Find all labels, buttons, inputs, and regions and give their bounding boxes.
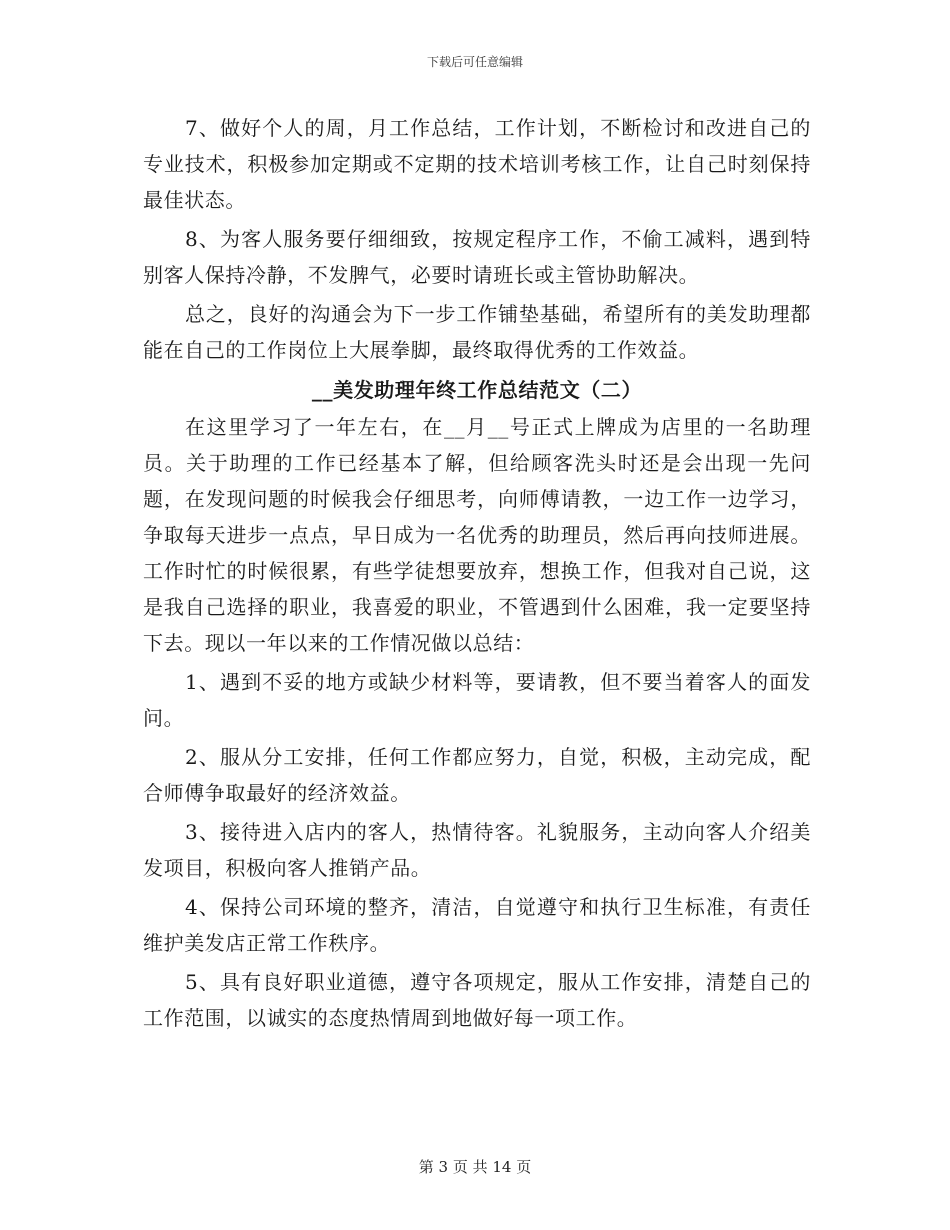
document-body — [143, 110, 811, 1039]
page-number: 第 3 页 共 14 页 — [418, 1158, 532, 1176]
paragraph-intro: 在这里学习了一年左右，在__月__号正式上牌成为店里的一名助理员。关于助理的工作已经基本了解，但给顾客洗头时还是会出现一先问题，在发现问题的时候我会仔细思考，向师傅请教，一边工作一边学习，争取每天进步一点点，早日成为一名优秀的助理员，然后再向技师进展。工作时忙的时候很累，有些学徒想要放弃，想换工作，但我对自己说，这是我自己选择的职业，我喜爱的职业，不管遇到什么困难，我一定要坚持下去。现以一年以来的工作情况做以总结： — [143, 415, 811, 655]
paragraph-item-4: 4、保持公司环境的整齐，清洁，自觉遵守和执行卫生标准，有责任维护美发店正常工作秩序。 — [143, 895, 811, 955]
paragraph-item-3: 3、接待进入店内的客人，热情待客。礼貌服务，主动向客人介绍美发项目，积极向客人推销产品。 — [143, 820, 811, 880]
section-title: __美发助理年终工作总结范文（二） — [311, 378, 643, 402]
paragraph-item-2: 2、服从分工安排，任何工作都应努力，自觉，积极，主动完成，配合师傅争取最好的经济效益。 — [143, 745, 811, 805]
paragraph-item-8: 8、为客人服务要仔细细致，按规定程序工作，不偷工减料，遇到特别客人保持冷静，不发脾气，必要时请班长或主管协助解决。 — [143, 227, 811, 287]
page-header-note: 下载后可任意编辑 — [426, 55, 523, 69]
paragraph-item-5: 5、具有良好职业道德，遵守各项规定，服从工作安排，清楚自己的工作范围，以诚实的态度热情周到地做好每一项工作。 — [143, 970, 811, 1030]
paragraph-conclusion: 总之，良好的沟通会为下一步工作铺垫基础，希望所有的美发助理都能在自己的工作岗位上大展拳脚，最终取得优秀的工作效益。 — [143, 302, 811, 362]
paragraph-item-7: 7、做好个人的周，月工作总结，工作计划，不断检讨和改进自己的专业技术，积极参加定期或不定期的技术培训考核工作，让自己时刻保持最佳状态。 — [143, 116, 811, 212]
paragraph-item-1: 1、遇到不妥的地方或缺少材料等，要请教，但不要当着客人的面发问。 — [143, 670, 811, 730]
